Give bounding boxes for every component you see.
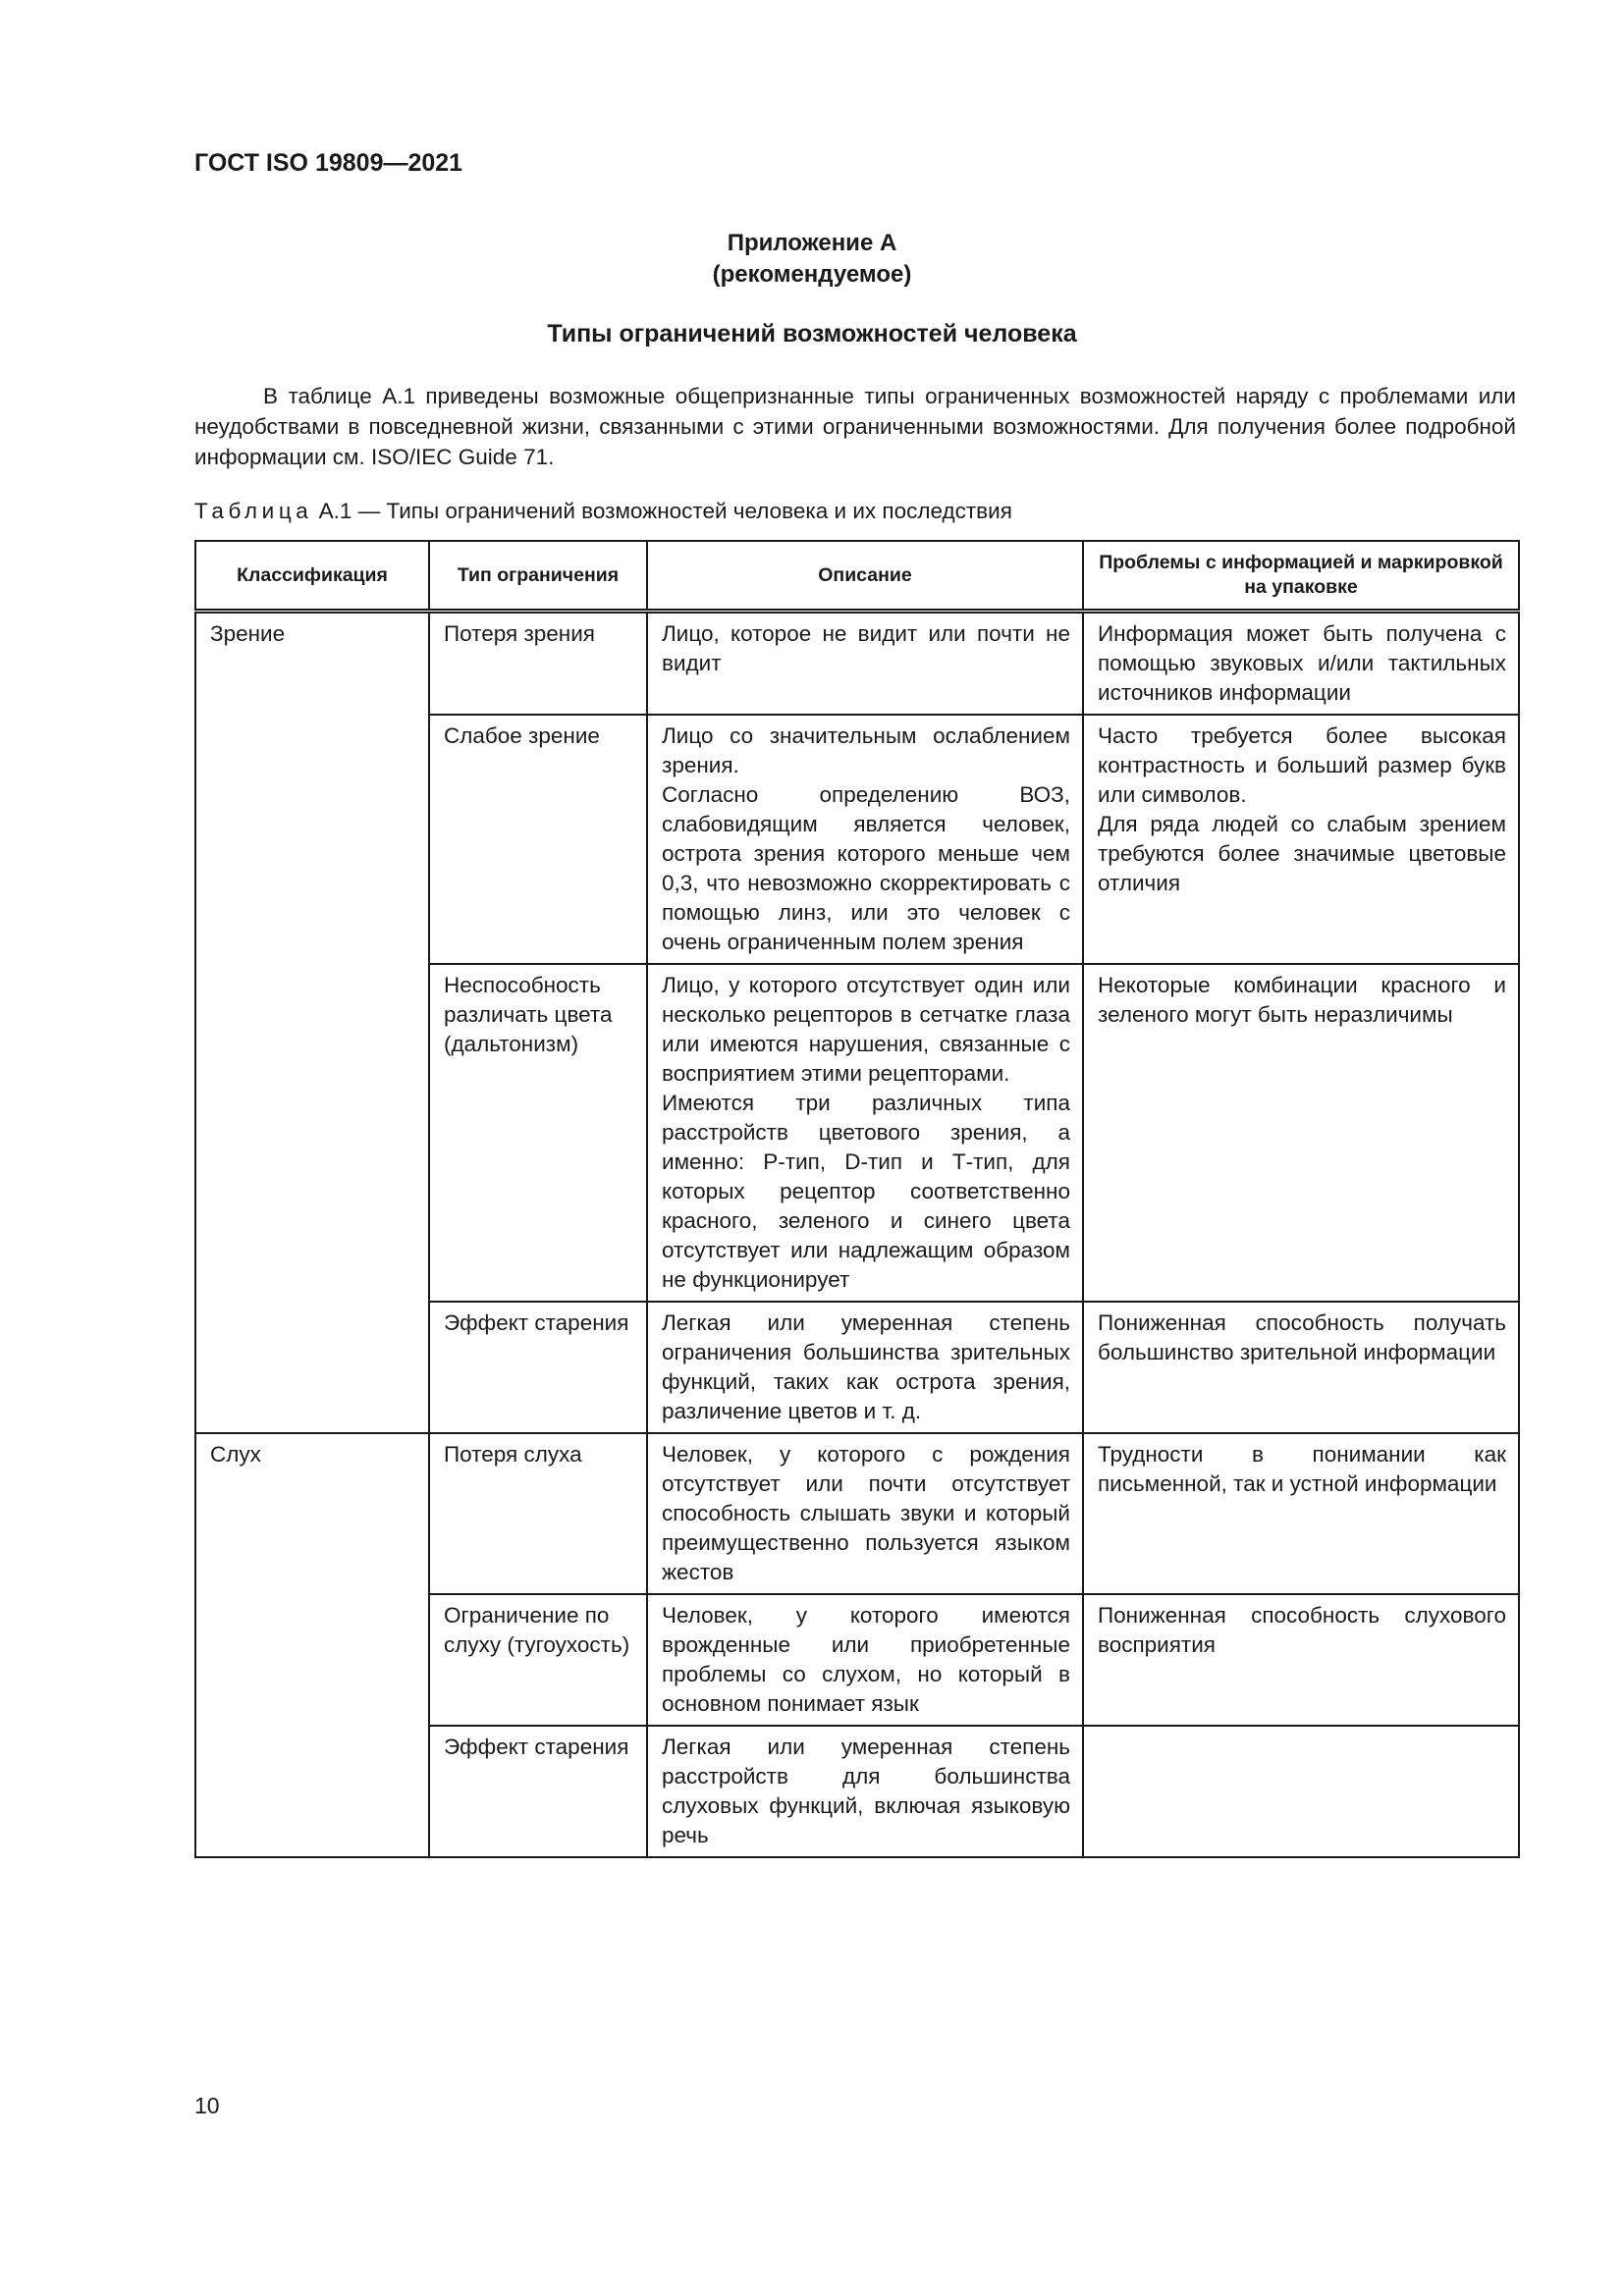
table-caption-lead: Таблица (194, 499, 313, 523)
document-code: ГОСТ ISO 19809—2021 (194, 149, 463, 177)
limitations-table (194, 540, 1520, 1858)
problems-cell (1083, 1433, 1519, 1594)
limitation-type-cell: Эффект старения (429, 1726, 647, 1857)
problems-cell (1083, 964, 1519, 1302)
intro-paragraph: В таблице А.1 приведены возможные общепризнанные типы ограниченных возможностей наряду с проблемами или неудобствами в повседневной жизни, связанными с этими ограниченными возможностями. Для получения более подробной информации см. ISO/IEC Guide 71. (194, 384, 1516, 469)
table-header-row (195, 541, 1519, 612)
annex-label: Приложение А (727, 230, 897, 256)
limitation-type-cell: Эффект старения (429, 1302, 647, 1433)
header-description: Описание (647, 541, 1083, 612)
annex-status: (рекомендуемое) (712, 261, 912, 288)
description-paragraph: Лицо со значительным ослаблением зрения. (662, 723, 1070, 777)
limitation-type-cell: Неспособность различать цвета (дальтонизм) (429, 964, 647, 1302)
limitation-type-cell: Слабое зрение (429, 715, 647, 964)
problems-cell (1083, 1302, 1519, 1433)
description-cell (647, 715, 1083, 964)
problems-paragraph: Пониженная способность получать большинство зрительной информации (1098, 1310, 1506, 1364)
limitation-type-cell: Ограничение по слуху (тугоухость) (429, 1594, 647, 1726)
problems-cell (1083, 1726, 1519, 1857)
annex-heading (0, 228, 1624, 291)
table-row (195, 612, 1519, 716)
header-limitation-type: Тип ограничения (429, 541, 647, 612)
problems-paragraph: Некоторые комбинации красного и зеленого могут быть неразличимы (1098, 973, 1506, 1027)
limitation-type-cell: Потеря слуха (429, 1433, 647, 1594)
annex-title: Типы ограничений возможностей человека (547, 320, 1077, 347)
description-paragraph: Лицо, у которого отсутствует один или несколько рецепторов в сетчатке глаза или имеются нарушения, связанные с восприятием этими рецепторами. (662, 973, 1070, 1086)
problems-paragraph: Для ряда людей со слабым зрением требуются более значимые цветовые отличия (1098, 812, 1506, 895)
classification-cell: Зрение (195, 612, 429, 1434)
description-cell (647, 1433, 1083, 1594)
table-body (195, 612, 1519, 1858)
problems-paragraph: Трудности в понимании как письменной, так и устной информации (1098, 1442, 1506, 1496)
description-paragraph: Согласно определению ВОЗ, слабовидящим является человек, острота зрения которого меньше чем 0,3, что невозможно скорректировать с помощью линз, или это человек с очень ограниченным полем зрения (662, 782, 1070, 954)
problems-cell (1083, 1594, 1519, 1726)
header-problems: Проблемы с информацией и маркировкой на упаковке (1083, 541, 1519, 612)
problems-cell (1083, 612, 1519, 716)
problems-paragraph: Часто требуется более высокая контрастность и больший размер букв или символов. (1098, 723, 1506, 807)
table-row (195, 1433, 1519, 1594)
header-classification: Классификация (195, 541, 429, 612)
description-cell (647, 1594, 1083, 1726)
description-paragraph: Имеются три различных типа расстройств цветового зрения, а именно: Р-тип, D-тип и Т-тип, для которых рецептор соответственно красного, зеленого и синего цвета отсутствует или надлежащим образом не функционирует (662, 1091, 1070, 1292)
page-number: 10 (194, 2093, 220, 2118)
problems-cell (1083, 715, 1519, 964)
description-cell (647, 1726, 1083, 1857)
problems-paragraph: Информация может быть получена с помощью звуковых и/или тактильных источников информации (1098, 621, 1506, 705)
description-paragraph: Легкая или умеренная степень расстройств для большинства слуховых функций, включая языковую речь (662, 1735, 1070, 1847)
classification-cell: Слух (195, 1433, 429, 1857)
description-cell (647, 612, 1083, 716)
table-caption (194, 499, 1012, 524)
description-paragraph: Лицо, которое не видит или почти не видит (662, 621, 1070, 675)
description-paragraph: Человек, у которого с рождения отсутствует или почти отсутствует способность слышать звуки и который преимущественно пользуется языком жестов (662, 1442, 1070, 1584)
description-paragraph: Человек, у которого имеются врожденные или приобретенные проблемы со слухом, но который в основном понимает язык (662, 1603, 1070, 1716)
description-paragraph: Легкая или умеренная степень ограничения большинства зрительных функций, таких как острота зрения, различение цветов и т. д. (662, 1310, 1070, 1423)
table-caption-text: А.1 — Типы ограничений возможностей человека и их последствия (312, 499, 1012, 523)
description-cell (647, 1302, 1083, 1433)
description-cell (647, 964, 1083, 1302)
problems-paragraph: Пониженная способность слухового восприятия (1098, 1603, 1506, 1657)
limitation-type-cell: Потеря зрения (429, 612, 647, 716)
